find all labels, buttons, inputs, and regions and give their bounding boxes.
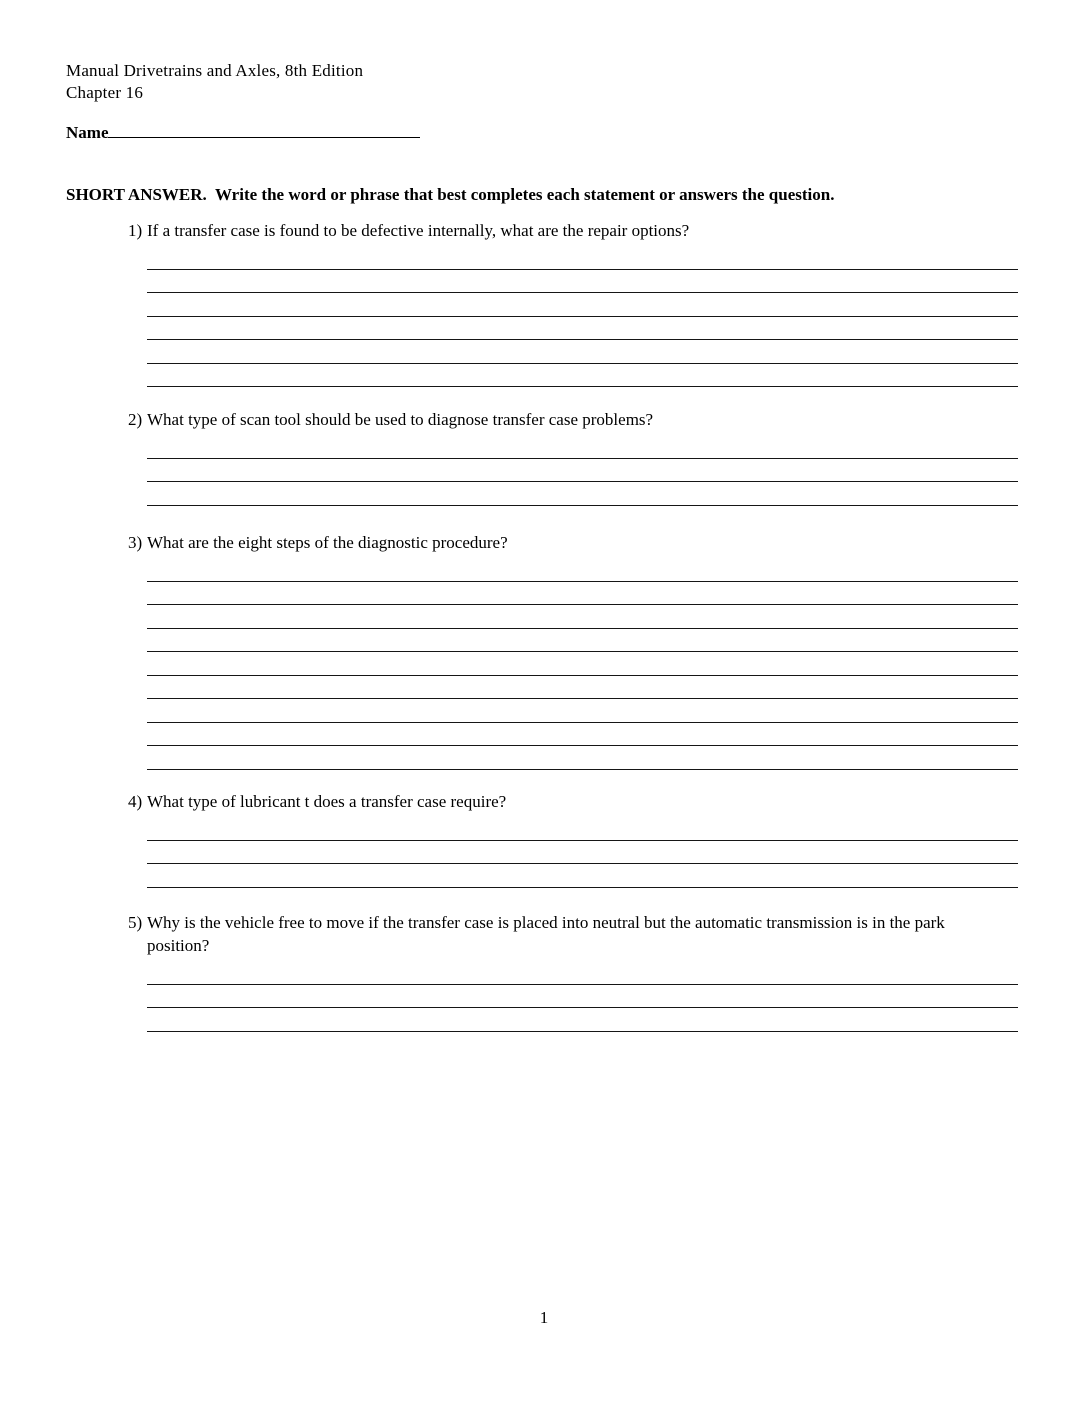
answer-line [147,293,1018,317]
answer-line [147,746,1018,770]
answer-lines-group [147,813,1018,888]
answer-line [147,817,1018,841]
name-label: Name [66,123,109,142]
name-row [66,122,420,144]
question-number: 1) [128,221,143,240]
answer-line [147,629,1018,653]
answer-line [147,246,1018,270]
question-number: 4) [128,792,143,811]
answer-lines-group [147,554,1018,770]
answer-line [147,699,1018,723]
answer-line [147,582,1018,606]
answer-lines-group [147,957,1018,1032]
question-text: What are the eight steps of the diagnostic procedure? [147,533,508,552]
answer-line [147,558,1018,582]
answer-line [147,605,1018,629]
answer-line [147,1008,1018,1032]
answer-line [147,482,1018,506]
question-text-row [128,219,1018,242]
chapter-label: Chapter 16 [66,83,144,102]
answer-line [147,652,1018,676]
question-text: If a transfer case is found to be defective internally, what are the repair options? [147,221,690,240]
question-item-2 [128,408,1018,506]
question-item-4 [128,790,1018,888]
document-header [66,60,363,104]
instructions-text: SHORT ANSWER. Write the word or phrase that best completes each statement or answers the question. [66,185,835,204]
question-text: What type of scan tool should be used to diagnose transfer case problems? [147,410,654,429]
answer-lines-group [147,242,1018,387]
question-number: 2) [128,410,143,429]
answer-line [147,985,1018,1009]
answer-line [147,961,1018,985]
answer-line [147,723,1018,747]
question-text-row [128,790,1018,813]
answer-line [147,317,1018,341]
answer-line [147,340,1018,364]
answer-line [147,841,1018,865]
page-number: 1 [539,1308,549,1327]
answer-line [147,435,1018,459]
question-text-row [128,911,1018,957]
answer-lines-group [147,431,1018,506]
answer-line [147,270,1018,294]
answer-line [147,364,1018,388]
question-text-row [128,531,1018,554]
question-item-5 [128,911,1018,1032]
question-number: 5) [128,913,143,932]
question-item-3 [128,531,1018,770]
answer-line [147,459,1018,483]
question-text-row [128,408,1018,431]
question-text: What type of lubricant t does a transfer case require? [147,792,507,811]
question-item-1 [128,219,1018,387]
answer-line [147,676,1018,700]
question-text: Why is the vehicle free to move if the transfer case is placed into neutral but the automatic transmission is in the park position? [147,913,945,955]
name-blank-line [108,124,420,138]
answer-line [147,864,1018,888]
question-number: 3) [128,533,143,552]
book-title: Manual Drivetrains and Axles, 8th Edition [66,61,364,80]
